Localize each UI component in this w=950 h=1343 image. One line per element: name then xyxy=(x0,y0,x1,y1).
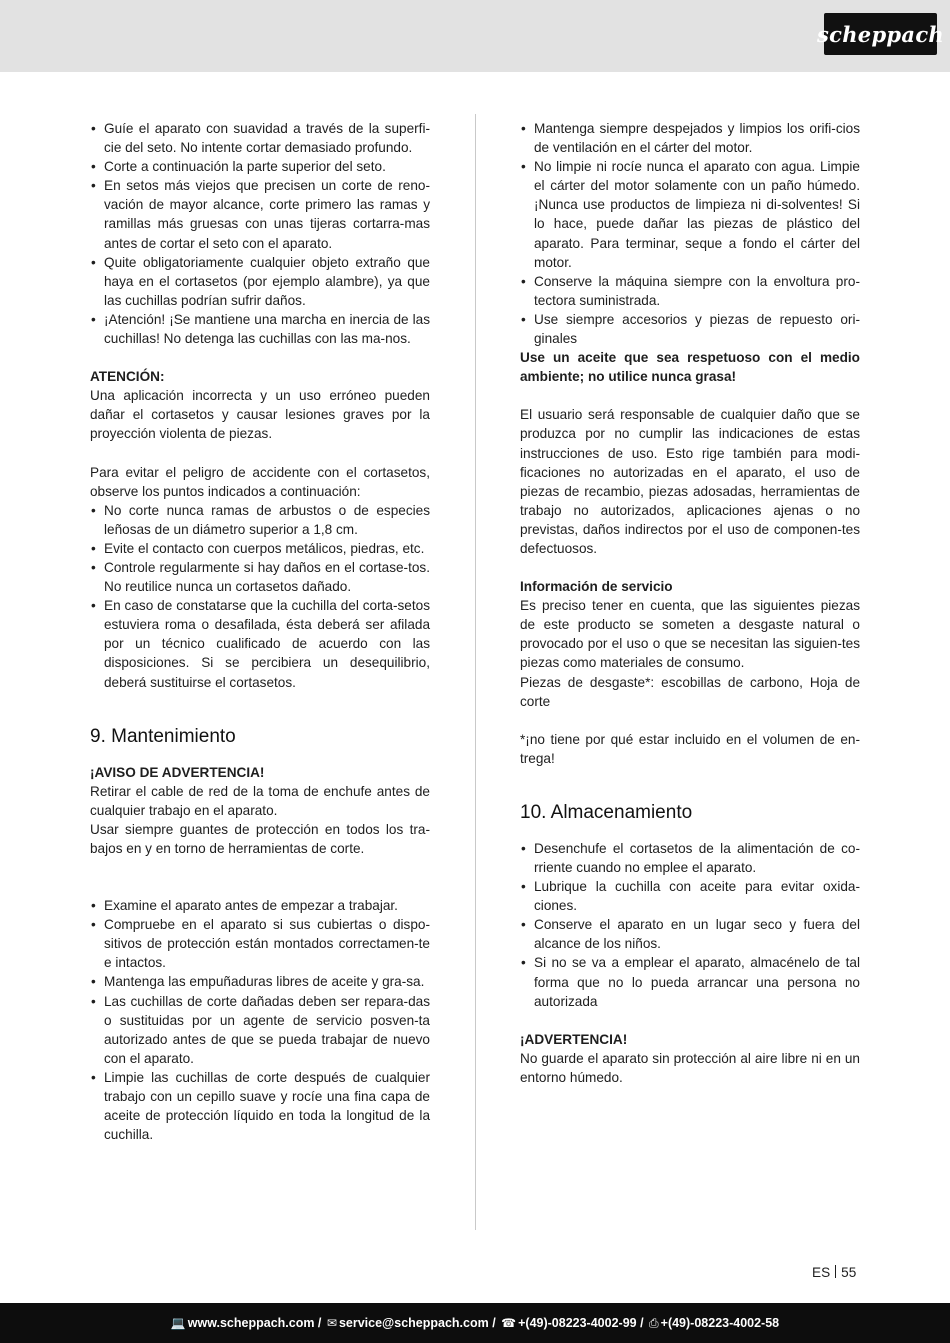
left-column xyxy=(90,119,430,1144)
list-item: • Controle regularmente si hay daños en el cortase-tos. No reutilice nunca un cortasetos dañado. xyxy=(90,558,430,596)
right-column xyxy=(520,119,860,1087)
computer-icon: 💻 xyxy=(170,1316,186,1330)
list-item: • En setos más viejos que precisen un corte de reno-vación de mayor alcance, corte primero las ramas y ramillas más gruesas con unas tijeras cortarra-mas antes de cortar el seto con el aparato. xyxy=(90,176,430,252)
section-10-heading: 10. Almacenamiento xyxy=(520,801,693,823)
list-item: • Compruebe en el aparato si sus cubiertas o dispo-sitivos de protección están montados correctamen-te e intactos. xyxy=(90,915,430,972)
column-divider xyxy=(475,114,476,1230)
footer-fax: +(49)-08223-4002-58 xyxy=(660,1316,780,1330)
list-item: • Conserve la máquina siempre con la envoltura pro-tectora suministrada. xyxy=(520,272,860,310)
fax-icon: ⎙ xyxy=(649,1315,659,1330)
list-item: • Las cuchillas de corte dañadas deben ser repara-das o sustituidas por un agente de servicio posven-ta autorizado antes de que se pueda trabajar de nuevo con el aparato. xyxy=(90,992,430,1068)
header-bar xyxy=(0,0,950,72)
list-item: • Si no se va a emplear el aparato, almacénelo de tal forma que no lo pueda arrancar una persona no autorizada xyxy=(520,953,860,1010)
usuario-text: El usuario será responsable de cualquier daño que se produzca por no cumplir las indicaciones de estas instrucciones de uso. Esto rige también para modi-ficaciones no autorizadas en el aparato, el uso de piezas de recambio, piezas adosadas, herramientas de trabajo no autorizados, aplicaciones ajenas o no previstas, daños indirectos por el uso de componen-tes defectuosos. xyxy=(520,407,860,556)
list-item: • Use siempre accesorios y piezas de repuesto ori-ginales xyxy=(520,310,860,348)
mail-icon: ✉ xyxy=(326,1316,337,1330)
bullet-list-guidance xyxy=(90,119,430,348)
servicio-text: Es preciso tener en cuenta, que las siguientes piezas de este producto se someten a desgaste natural o provocado por el uso o que se necesitan las siguien-tes piezas como materiales de consumo. xyxy=(520,598,860,671)
phone-icon: ☎ xyxy=(501,1316,517,1330)
section-9-heading: 9. Mantenimiento xyxy=(90,725,236,747)
piezas-text: Piezas de desgaste*: escobillas de carbono, Hoja de corte xyxy=(520,674,860,709)
list-item: • Desenchufe el cortasetos de la alimentación de co-rriente cuando no emplee el aparato. xyxy=(520,839,860,877)
bullet-list-maintenance xyxy=(90,896,430,1144)
list-item: • Conserve el aparato en un lugar seco y fuera del alcance de los niños. xyxy=(520,915,860,953)
bullet-list-safety xyxy=(90,501,430,692)
servicio-heading: Información de servicio xyxy=(520,579,673,595)
list-item: • No corte nunca ramas de arbustos o de especies leñosas de un diámetro superior a 1,8 cm. xyxy=(90,501,430,539)
aviso-text-2: Usar siempre guantes de protección en todos los tra-bajos en y en torno de herramientas de corte. xyxy=(90,821,430,856)
aviso-heading: ¡AVISO DE ADVERTENCIA! xyxy=(90,764,265,780)
atencion-heading: ATENCIÓN: xyxy=(90,369,165,385)
aceite-notice: Use un aceite que sea respetuoso con el medio ambiente; no utilice nunca grasa! xyxy=(520,350,860,385)
footnote-text: *¡no tiene por qué estar incluido en el volumen de en-trega! xyxy=(520,731,860,766)
footer-phone: +(49)-08223-4002-99 / xyxy=(518,1316,644,1330)
footer-website-link[interactable]: www.scheppach.com / xyxy=(187,1316,322,1330)
language-code: ES xyxy=(812,1265,831,1280)
page-number xyxy=(812,1265,856,1280)
aviso-text-1: Retirar el cable de red de la toma de enchufe antes de cualquier trabajo en el aparato. xyxy=(90,783,430,818)
footer-email-link[interactable]: service@scheppach.com / xyxy=(338,1316,496,1330)
scheppach-logo: scheppach xyxy=(824,13,937,55)
list-item: • En caso de constatarse que la cuchilla del corta-setos estuviera roma o desafilada, ésta deberá ser afilada por un técnico cualificado de acuerdo con las disposiciones. Si se percibiera un desequilibrio, deberá sustituirse el cortasetos. xyxy=(90,596,430,691)
bullet-list-storage xyxy=(520,839,860,1011)
list-item: • Quite obligatoriamente cualquier objeto extraño que haya en el cortasetos (por ejemplo alambre), ya que las cuchillas podrían sufrir daños. xyxy=(90,253,430,310)
list-item: • Mantenga siempre despejados y limpios los orifi-cios de ventilación en el cárter del motor. xyxy=(520,119,860,157)
list-item: • ¡Atención! ¡Se mantiene una marcha en inercia de las cuchillas! No detenga las cuchillas con las ma-nos. xyxy=(90,310,430,348)
bullet-list-cleaning xyxy=(520,119,860,348)
list-item: • Limpie las cuchillas de corte después de cualquier trabajo con un cepillo suave y rocíe una fina capa de aceite de protección líquido en toda la longitud de la cuchilla. xyxy=(90,1068,430,1144)
advertencia-heading: ¡ADVERTENCIA! xyxy=(520,1031,628,1047)
para-evitar-text: Para evitar el peligro de accidente con el cortasetos, observe los puntos indicados a continuación: xyxy=(90,464,430,499)
list-item: • Lubrique la cuchilla con aceite para evitar oxida-ciones. xyxy=(520,877,860,915)
list-item: • Examine el aparato antes de empezar a trabajar. xyxy=(90,896,430,915)
advertencia-text: No guarde el aparato sin protección al aire libre ni en un entorno húmedo. xyxy=(520,1050,860,1085)
list-item: • Mantenga las empuñaduras libres de aceite y gra-sa. xyxy=(90,972,430,991)
atencion-text: Una aplicación incorrecta y un uso erróneo pueden dañar el cortasetos y causar lesiones graves por la proyección violenta de piezas. xyxy=(90,388,430,442)
list-item: • Guíe el aparato con suavidad a través de la superfi-cie del seto. No intente cortar demasiado profundo. xyxy=(90,119,430,157)
footer-bar xyxy=(0,1303,950,1343)
list-item: • Evite el contacto con cuerpos metálicos, piedras, etc. xyxy=(90,539,430,558)
list-item: • No limpie ni rocíe nunca el aparato con agua. Limpie el cárter del motor solamente con un paño húmedo. ¡Nunca use productos de limpieza ni di-solventes! Si lo hace, puede dañar las piezas de plástico del aparato. Para terminar, seque a fondo el cárter del motor. xyxy=(520,157,860,272)
page-number-value: 55 xyxy=(841,1265,857,1280)
list-item: • Corte a continuación la parte superior del seto. xyxy=(90,157,430,176)
